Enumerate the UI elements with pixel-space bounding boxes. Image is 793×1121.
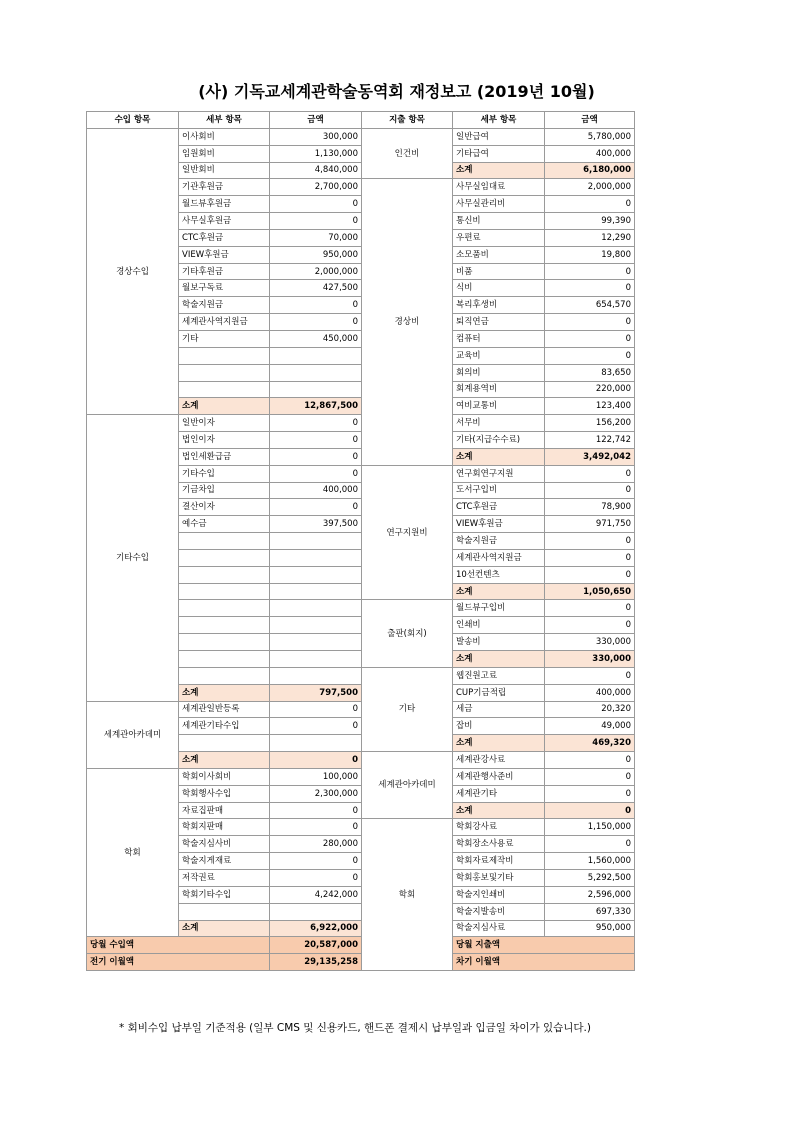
expense-item-label: 복리후생비	[453, 297, 545, 314]
income-item-label: 월드뷰후원금	[179, 196, 270, 213]
expense-item-amount: 0	[545, 263, 635, 280]
income-item-amount: 100,000	[270, 768, 362, 785]
empty-cell	[270, 667, 362, 684]
total-row	[87, 954, 635, 971]
expense-item-label: 세계관사역지원금	[453, 549, 545, 566]
table-row	[87, 415, 635, 432]
income-category: 학회	[87, 768, 179, 936]
expense-item-amount: 5,780,000	[545, 128, 635, 145]
table-row	[87, 128, 635, 145]
footnote: * 회비수입 납부일 기준적용 (일부 CMS 및 신용카드, 핸드폰 결제시 납부일과 입금일 차이가 있습니다.)	[119, 1022, 591, 1034]
expense-item-amount: 654,570	[545, 297, 635, 314]
income-item-amount: 0	[270, 819, 362, 836]
expense-category: 경상비	[362, 179, 453, 465]
income-subtotal-amount: 6,922,000	[270, 920, 362, 937]
income-item-label: 저작권료	[179, 869, 270, 886]
table-row	[87, 768, 635, 785]
income-item-amount: 2,300,000	[270, 785, 362, 802]
expense-item-label: 사무실관리비	[453, 196, 545, 213]
income-item-amount: 2,700,000	[270, 179, 362, 196]
empty-cell	[179, 364, 270, 381]
income-item-label: 법인세환급금	[179, 448, 270, 465]
income-item-amount: 950,000	[270, 246, 362, 263]
empty-cell	[179, 583, 270, 600]
empty-cell	[179, 549, 270, 566]
expense-item-amount: 0	[545, 785, 635, 802]
income-item-label: 기타후원금	[179, 263, 270, 280]
expense-item-amount: 220,000	[545, 381, 635, 398]
income-item-label: 임원회비	[179, 145, 270, 162]
expense-item-amount: 83,650	[545, 364, 635, 381]
monthly-income-amount: 20,587,000	[270, 937, 362, 954]
income-item-amount: 300,000	[270, 128, 362, 145]
income-item-amount: 0	[270, 869, 362, 886]
expense-item-label: 회계용역비	[453, 381, 545, 398]
empty-cell	[270, 566, 362, 583]
expense-item-amount: 0	[545, 330, 635, 347]
expense-item-label: 기타(지급수수료)	[453, 432, 545, 449]
empty-cell	[270, 600, 362, 617]
expense-item-amount: 0	[545, 196, 635, 213]
monthly-expense-label: 당월 지출액	[453, 937, 635, 954]
income-category: 경상수입	[87, 128, 179, 414]
income-item-label: 법인이자	[179, 432, 270, 449]
expense-item-label: 세계관행사준비	[453, 768, 545, 785]
income-subtotal-label: 소계	[179, 920, 270, 937]
expense-item-label: 학회장소사용료	[453, 836, 545, 853]
income-item-label: 월보구독료	[179, 280, 270, 297]
next-balance-label: 차기 이월액	[453, 954, 635, 971]
expense-category: 세계관아카데미	[362, 752, 453, 819]
income-category: 기타수입	[87, 415, 179, 701]
expense-category: 출판(회지)	[362, 600, 453, 667]
header-expense-amount: 금액	[545, 112, 635, 129]
income-item-amount: 280,000	[270, 836, 362, 853]
expense-item-label: 소모품비	[453, 246, 545, 263]
empty-cell	[179, 347, 270, 364]
empty-cell	[270, 533, 362, 550]
expense-item-label: 세금	[453, 701, 545, 718]
income-item-amount: 0	[270, 802, 362, 819]
empty-cell	[179, 566, 270, 583]
empty-cell	[179, 381, 270, 398]
header-income-category: 수입 항목	[87, 112, 179, 129]
expense-item-amount: 122,742	[545, 432, 635, 449]
expense-item-amount: 400,000	[545, 684, 635, 701]
expense-subtotal-amount: 469,320	[545, 735, 635, 752]
expense-item-amount: 0	[545, 768, 635, 785]
previous-balance-amount: 29,135,258	[270, 954, 362, 971]
income-item-amount: 400,000	[270, 482, 362, 499]
expense-item-amount: 123,400	[545, 398, 635, 415]
expense-subtotal-amount: 3,492,042	[545, 448, 635, 465]
expense-subtotal-label: 소계	[453, 162, 545, 179]
empty-cell	[270, 735, 362, 752]
expense-item-label: 여비교통비	[453, 398, 545, 415]
header-income-detail: 세부 항목	[179, 112, 270, 129]
expense-item-amount: 971,750	[545, 516, 635, 533]
expense-item-amount: 0	[545, 617, 635, 634]
expense-item-label: 웹진원고료	[453, 667, 545, 684]
expense-item-amount: 330,000	[545, 634, 635, 651]
expense-item-amount: 2,596,000	[545, 886, 635, 903]
header-income-amount: 금액	[270, 112, 362, 129]
table-row	[87, 701, 635, 718]
expense-item-amount: 5,292,500	[545, 869, 635, 886]
expense-item-amount: 0	[545, 600, 635, 617]
income-item-label: 학회지판매	[179, 819, 270, 836]
report-title: (사) 기독교세계관학술동역회 재정보고 (2019년 10월)	[198, 82, 595, 101]
income-item-label: 학회이사회비	[179, 768, 270, 785]
expense-category: 연구지원비	[362, 465, 453, 600]
expense-item-label: 학술지원금	[453, 533, 545, 550]
expense-item-label: 잡비	[453, 718, 545, 735]
empty-cell	[270, 903, 362, 920]
monthly-income-label: 당월 수입액	[87, 937, 270, 954]
income-item-label: 이사회비	[179, 128, 270, 145]
expense-item-label: VIEW후원금	[453, 516, 545, 533]
expense-item-amount: 0	[545, 836, 635, 853]
expense-subtotal-amount: 6,180,000	[545, 162, 635, 179]
empty-cell	[270, 381, 362, 398]
expense-item-amount: 400,000	[545, 145, 635, 162]
expense-item-label: 연구회연구지원	[453, 465, 545, 482]
income-item-label: CTC후원금	[179, 229, 270, 246]
header-expense-category: 지출 항목	[362, 112, 453, 129]
expense-item-amount: 99,390	[545, 213, 635, 230]
expense-subtotal-label: 소계	[453, 583, 545, 600]
income-item-amount: 427,500	[270, 280, 362, 297]
income-item-amount: 0	[270, 499, 362, 516]
total-row	[87, 937, 635, 954]
expense-item-amount: 1,560,000	[545, 853, 635, 870]
income-item-amount: 0	[270, 314, 362, 331]
income-item-label: 학술지심사비	[179, 836, 270, 853]
empty-cell	[270, 651, 362, 668]
expense-item-amount: 2,000,000	[545, 179, 635, 196]
income-category: 세계관아카데미	[87, 701, 179, 768]
income-item-label: 사무실후원금	[179, 213, 270, 230]
income-subtotal-label: 소계	[179, 398, 270, 415]
empty-cell	[270, 364, 362, 381]
income-item-amount: 450,000	[270, 330, 362, 347]
income-item-label: 기금차입	[179, 482, 270, 499]
expense-item-label: 서무비	[453, 415, 545, 432]
income-item-label: 결산이자	[179, 499, 270, 516]
finance-table	[86, 111, 635, 971]
expense-subtotal-label: 소계	[453, 651, 545, 668]
income-item-label: 세계관기타수입	[179, 718, 270, 735]
income-item-amount: 70,000	[270, 229, 362, 246]
income-item-amount: 0	[270, 213, 362, 230]
expense-item-amount: 0	[545, 347, 635, 364]
expense-subtotal-amount: 0	[545, 802, 635, 819]
income-item-label: 기타	[179, 330, 270, 347]
expense-item-label: 도서구입비	[453, 482, 545, 499]
expense-item-label: 학술지발송비	[453, 903, 545, 920]
expense-item-amount: 78,900	[545, 499, 635, 516]
empty-cell	[270, 583, 362, 600]
expense-item-label: 월드뷰구입비	[453, 600, 545, 617]
expense-subtotal-amount: 330,000	[545, 651, 635, 668]
income-item-amount: 0	[270, 465, 362, 482]
income-item-amount: 4,242,000	[270, 886, 362, 903]
income-item-label: 학술지게재료	[179, 853, 270, 870]
expense-item-label: 회의비	[453, 364, 545, 381]
expense-item-amount: 950,000	[545, 920, 635, 937]
expense-item-label: 인쇄비	[453, 617, 545, 634]
expense-item-amount: 0	[545, 314, 635, 331]
expense-item-amount: 0	[545, 482, 635, 499]
income-item-amount: 397,500	[270, 516, 362, 533]
empty-cell	[179, 617, 270, 634]
expense-item-amount: 12,290	[545, 229, 635, 246]
expense-item-amount: 0	[545, 280, 635, 297]
expense-item-label: CUP기금적립	[453, 684, 545, 701]
expense-item-label: 학회자료제작비	[453, 853, 545, 870]
expense-item-amount: 697,330	[545, 903, 635, 920]
expense-item-amount: 0	[545, 465, 635, 482]
expense-item-amount: 1,150,000	[545, 819, 635, 836]
income-item-amount: 0	[270, 297, 362, 314]
expense-item-amount: 20,320	[545, 701, 635, 718]
income-item-amount: 0	[270, 432, 362, 449]
income-item-label: 기타수입	[179, 465, 270, 482]
income-subtotal-amount: 12,867,500	[270, 398, 362, 415]
expense-item-amount: 19,800	[545, 246, 635, 263]
expense-item-amount: 0	[545, 752, 635, 769]
expense-item-label: 10선컨텐츠	[453, 566, 545, 583]
expense-item-label: 교육비	[453, 347, 545, 364]
expense-item-label: 세계관강사료	[453, 752, 545, 769]
income-item-amount: 0	[270, 701, 362, 718]
expense-item-label: 식비	[453, 280, 545, 297]
income-item-label: 일반회비	[179, 162, 270, 179]
empty-cell	[179, 903, 270, 920]
expense-item-amount: 49,000	[545, 718, 635, 735]
expense-item-label: 우편료	[453, 229, 545, 246]
empty-cell	[179, 651, 270, 668]
empty-cell	[270, 634, 362, 651]
income-item-amount: 0	[270, 415, 362, 432]
income-item-label: 예수금	[179, 516, 270, 533]
expense-item-label: 학술지심사료	[453, 920, 545, 937]
income-subtotal-label: 소계	[179, 684, 270, 701]
income-item-label: 세계관일반등록	[179, 701, 270, 718]
income-item-label: 자료집판매	[179, 802, 270, 819]
expense-item-amount: 0	[545, 566, 635, 583]
expense-item-label: 비품	[453, 263, 545, 280]
expense-item-amount: 156,200	[545, 415, 635, 432]
empty-cell	[179, 735, 270, 752]
expense-item-amount: 0	[545, 549, 635, 566]
expense-subtotal-label: 소계	[453, 735, 545, 752]
income-item-label: 기관후원금	[179, 179, 270, 196]
income-item-amount: 0	[270, 718, 362, 735]
expense-item-label: 기타급여	[453, 145, 545, 162]
empty-cell	[270, 617, 362, 634]
income-item-amount: 0	[270, 196, 362, 213]
income-subtotal-amount: 797,500	[270, 684, 362, 701]
empty-cell	[179, 634, 270, 651]
expense-item-label: 사무실임대료	[453, 179, 545, 196]
income-item-amount: 2,000,000	[270, 263, 362, 280]
expense-item-label: 세계관기타	[453, 785, 545, 802]
income-item-label: 학술지원금	[179, 297, 270, 314]
income-item-amount: 0	[270, 853, 362, 870]
expense-item-label: 학회강사료	[453, 819, 545, 836]
empty-cell	[270, 347, 362, 364]
income-item-label: VIEW후원금	[179, 246, 270, 263]
expense-item-label: 일반급여	[453, 128, 545, 145]
expense-item-label: 발송비	[453, 634, 545, 651]
expense-item-label: 학회홍보및기타	[453, 869, 545, 886]
empty-cell	[179, 667, 270, 684]
header-row	[87, 112, 635, 129]
expense-item-amount: 0	[545, 667, 635, 684]
empty-cell	[179, 600, 270, 617]
expense-category: 학회	[362, 819, 453, 971]
header-expense-detail: 세부 항목	[453, 112, 545, 129]
expense-item-label: 컴퓨터	[453, 330, 545, 347]
expense-item-label: CTC후원금	[453, 499, 545, 516]
expense-item-label: 퇴직연금	[453, 314, 545, 331]
expense-subtotal-label: 소계	[453, 802, 545, 819]
empty-cell	[270, 549, 362, 566]
income-item-amount: 4,840,000	[270, 162, 362, 179]
income-item-amount: 0	[270, 448, 362, 465]
expense-item-label: 통신비	[453, 213, 545, 230]
income-item-label: 학회기타수입	[179, 886, 270, 903]
expense-subtotal-label: 소계	[453, 448, 545, 465]
income-item-label: 일반이자	[179, 415, 270, 432]
previous-balance-label: 전기 이월액	[87, 954, 270, 971]
expense-item-label: 학술지인쇄비	[453, 886, 545, 903]
empty-cell	[179, 533, 270, 550]
income-item-label: 세계관사역지원금	[179, 314, 270, 331]
expense-category: 인건비	[362, 128, 453, 179]
expense-item-amount: 0	[545, 533, 635, 550]
income-subtotal-amount: 0	[270, 752, 362, 769]
expense-category: 기타	[362, 667, 453, 751]
income-subtotal-label: 소계	[179, 752, 270, 769]
expense-subtotal-amount: 1,050,650	[545, 583, 635, 600]
income-item-label: 학회행사수입	[179, 785, 270, 802]
income-item-amount: 1,130,000	[270, 145, 362, 162]
